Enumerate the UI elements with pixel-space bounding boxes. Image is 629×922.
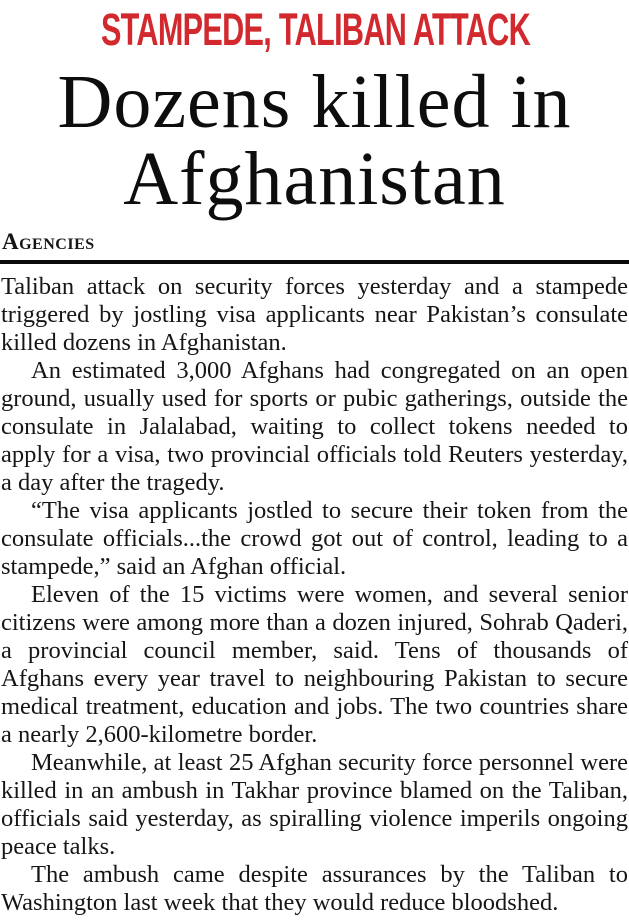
kicker-headline: STAMPEDE, TALIBAN ATTACK [100,4,531,55]
article-body [0,273,629,917]
paragraph: “The visa applicants jostled to secure their token from the consulate officials...the crowd got out of control, leading to a stampede,” said an Afghan official. [1,497,628,580]
paragraph: The ambush came despite assurances by the Taliban to Washington last week that they would reduce bloodshed. [1,861,628,916]
main-headline-line2: Afghanistan [123,137,506,221]
paragraph: Eleven of the 15 victims were women, and several senior citizens were among more than a dozen injured, Sohrab Qaderi, a provincial council member, said. Tens of thousands of Afghans every year travel to neighbouring Pakistan to secure medical treatment, education and jobs. The two countries share a nearly 2,600-kilometre border. [1,581,628,748]
byline: Agencies [2,229,95,254]
paragraph: Taliban attack on security forces yesterday and a stampede triggered by jostling visa applicants near Pakistan’s consulate killed dozens in Afghanistan. [1,273,628,356]
divider-rule [0,260,629,264]
paragraph: An estimated 3,000 Afghans had congregated on an open ground, usually used for sports or pubic gatherings, outside the consulate in Jalalabad, waiting to collect tokens needed to apply for a visa, two provincial officials told Reuters yesterday, a day after the tragedy. [1,357,628,496]
main-headline-line1: Dozens killed in [57,60,572,144]
paragraph: Meanwhile, at least 25 Afghan security force personnel were killed in an ambush in Takhar province blamed on the Taliban, officials said yesterday, as spiralling violence imperils ongoing peace talks. [1,749,628,860]
main-headline [0,60,629,221]
kicker-row [0,6,629,56]
